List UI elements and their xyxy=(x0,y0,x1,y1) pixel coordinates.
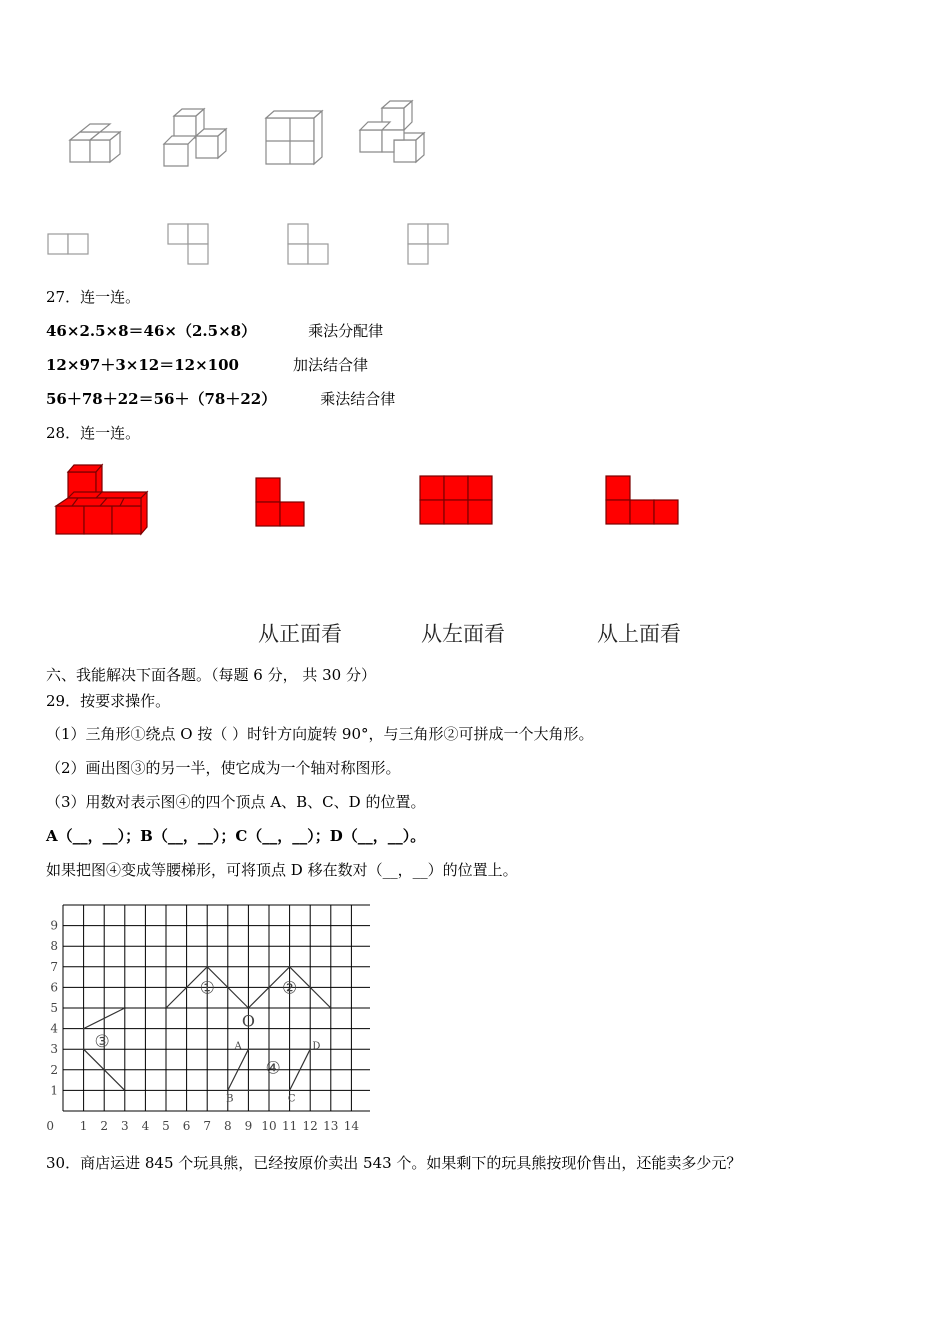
red-cube-figure xyxy=(52,462,152,538)
coordinate-grid xyxy=(40,888,370,1132)
view-shape-3 xyxy=(286,222,332,268)
x-tick-label: 2 xyxy=(100,1119,109,1132)
isometric-figure-1 xyxy=(66,118,128,168)
point-label: C xyxy=(287,1093,296,1105)
section6-title: 六、我能解决下面各题。（每题 6 分， 共 30 分） xyxy=(46,666,376,684)
y-tick-label: 1 xyxy=(50,1083,58,1098)
y-tick-label: 7 xyxy=(50,959,58,974)
q29-title: 29．按要求操作。 xyxy=(46,692,171,710)
x-tick-label: 13 xyxy=(323,1119,339,1132)
caption-left-view: 从左面看 xyxy=(421,622,505,646)
x-tick-label: 0 xyxy=(46,1119,54,1132)
q30-text: 30．商店运进 845 个玩具熊，已经按原价卖出 543 个。如果剩下的玩具熊按现价售出，还能卖多少元？ xyxy=(46,1154,742,1172)
view-shape-1 xyxy=(46,232,92,258)
q27-expr-1: 46×2.5×8＝46×（2.5×8） xyxy=(46,322,257,340)
view-shape-4 xyxy=(406,222,452,268)
x-tick-label: 4 xyxy=(141,1119,150,1132)
x-tick-label: 14 xyxy=(343,1119,360,1132)
y-tick-label: 2 xyxy=(50,1062,58,1077)
y-tick-label: 6 xyxy=(50,980,58,995)
q28-title: 28．连一连。 xyxy=(46,424,141,442)
y-tick-label: 4 xyxy=(50,1021,58,1036)
y-tick-label: 8 xyxy=(50,939,58,954)
q27-expr-2: 12×97＋3×12＝12×100 xyxy=(46,356,239,374)
red-view-shape-1 xyxy=(254,476,306,530)
x-tick-label: 5 xyxy=(162,1119,170,1132)
shape-label: ② xyxy=(281,978,298,999)
x-tick-label: 6 xyxy=(182,1119,191,1132)
red-view-shape-3 xyxy=(604,474,682,528)
point-label: A xyxy=(234,1041,242,1053)
q29-trapezoid-line: 如果把图④变成等腰梯形，可将顶点 D 移在数对（__，__）的位置上。 xyxy=(46,861,518,879)
x-tick-label: 12 xyxy=(302,1119,318,1132)
x-tick-label: 1 xyxy=(79,1119,88,1132)
q27-row-2 xyxy=(46,354,368,375)
q27-law-1: 乘法分配律 xyxy=(308,322,384,340)
q27-row-1 xyxy=(46,320,383,341)
caption-front-view: 从正面看 xyxy=(258,622,342,646)
y-tick-label: 5 xyxy=(50,1001,58,1015)
point-label: B xyxy=(226,1093,234,1105)
point-label: O xyxy=(241,1011,255,1031)
isometric-figure-3 xyxy=(262,108,324,168)
y-tick-label: 3 xyxy=(50,1042,58,1057)
isometric-figure-4 xyxy=(356,98,428,168)
q29-item-1: （1）三角形①绕点 O 按（ ）时针方向旋转 90°，与三角形②可拼成一个大角形。 xyxy=(46,725,594,743)
q27-title: 27．连一连。 xyxy=(46,288,141,306)
isometric-figure-2 xyxy=(160,106,230,170)
q27-law-3: 乘法结合律 xyxy=(320,390,396,408)
view-shape-2 xyxy=(166,222,212,268)
x-tick-label: 9 xyxy=(244,1119,253,1132)
caption-top-view: 从上面看 xyxy=(597,622,681,646)
x-tick-label: 11 xyxy=(281,1119,298,1132)
x-tick-label: 10 xyxy=(261,1119,277,1132)
x-tick-label: 8 xyxy=(223,1119,232,1132)
q27-expr-3: 56＋78＋22＝56＋（78＋22） xyxy=(46,390,277,408)
red-view-shape-2 xyxy=(418,474,496,528)
q29-coords-line: A（__，__）；B（__，__）；C（__，__）；D（__，__）。 xyxy=(46,827,426,845)
point-label: D xyxy=(312,1041,321,1053)
shape-label: ③ xyxy=(94,1031,110,1052)
x-tick-label: 3 xyxy=(120,1119,129,1132)
q29-item-3: （3）用数对表示图④的四个顶点 A、B、C、D 的位置。 xyxy=(46,793,426,811)
q27-row-3 xyxy=(46,388,395,409)
shape-label: ① xyxy=(199,978,215,999)
q29-item-2: （2）画出图③的另一半，使它成为一个轴对称图形。 xyxy=(46,759,401,777)
y-tick-label: 9 xyxy=(50,918,58,933)
shape-label: ④ xyxy=(265,1058,281,1079)
q27-law-2: 加法结合律 xyxy=(292,356,368,374)
x-tick-label: 7 xyxy=(203,1119,212,1132)
